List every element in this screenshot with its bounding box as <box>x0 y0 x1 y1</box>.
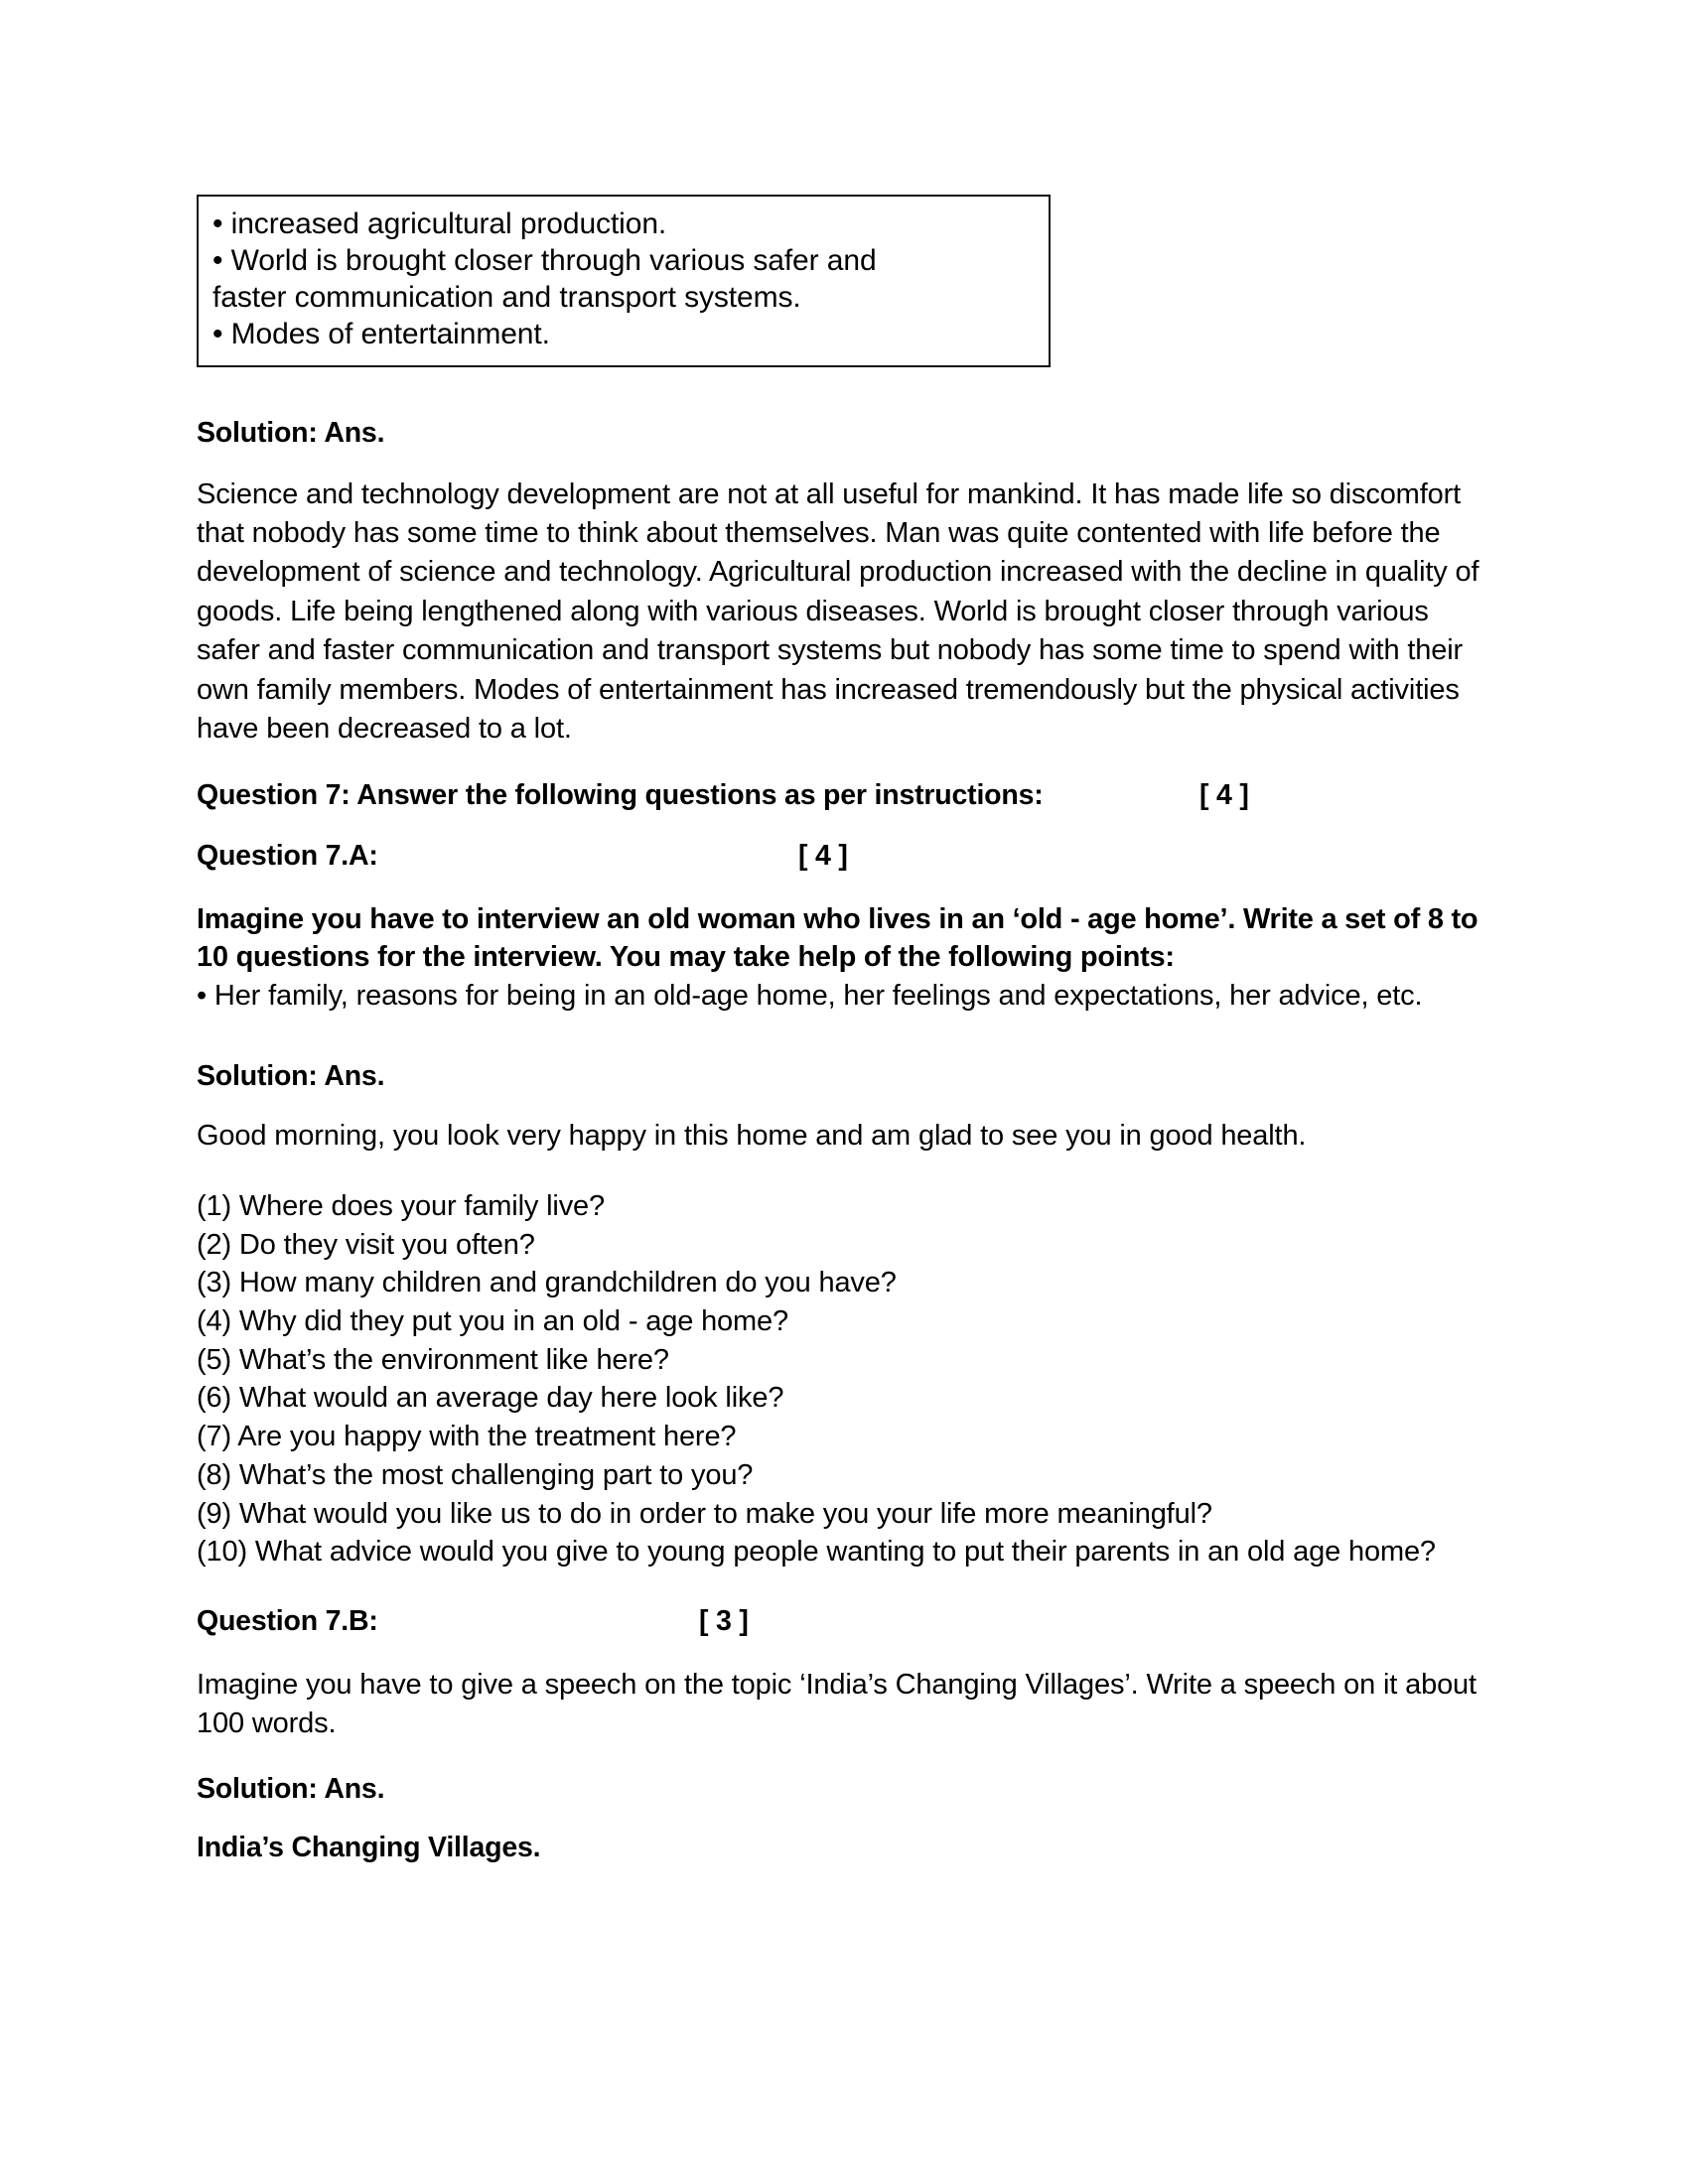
list-item: (10) What advice would you give to young people wanting to put their parents in an old age home? <box>197 1536 1436 1569</box>
question-7a-heading-text: Question 7.A: <box>197 839 378 872</box>
answer-paragraph: Science and technology development are not at all useful for mankind. It has made life so discomfort that nobody has some time to think about themselves. Man was quite contented with life before the development of science and technology. Agricultural production increased with the decline in quality of goods. Life being lengthened along with various diseases. World is brought closer through various safer and faster communication and transport systems but nobody has some time to spend with their own family members. Modes of entertainment has increased tremendously but the physical activities have been decreased to a lot. <box>197 478 1479 746</box>
question-7-marks: [ 4 ] <box>1199 778 1249 811</box>
question-7b-instruction: Imagine you have to give a speech on the topic ‘India’s Changing Villages’. Write a speech on it about 100 words. <box>197 1668 1477 1739</box>
solution-heading-3: Solution: Ans. <box>197 1772 385 1805</box>
hint-box-line-3: faster communication and transport systems. <box>212 280 801 314</box>
list-item: (4) Why did they put you in an old - age home? <box>197 1304 788 1337</box>
hint-box-line-1: • increased agricultural production. <box>212 207 667 240</box>
hint-box-line-2: • World is brought closer through various safer and <box>212 243 877 277</box>
solution-heading-1: Solution: Ans. <box>197 416 385 449</box>
list-item: (6) What would an average day here look like? <box>197 1382 784 1415</box>
interview-greeting: Good morning, you look very happy in this home and am glad to see you in good health. <box>197 1120 1307 1153</box>
list-item: (9) What would you like us to do in order to make you your life more meaningful? <box>197 1497 1212 1530</box>
list-item: (3) How many children and grandchildren do you have? <box>197 1267 897 1299</box>
list-item: (5) What’s the environment like here? <box>197 1343 669 1376</box>
question-7b-heading-text: Question 7.B: <box>197 1604 378 1637</box>
question-7a-marks: [ 4 ] <box>798 839 848 872</box>
solution-heading-2: Solution: Ans. <box>197 1060 385 1093</box>
speech-title: India’s Changing Villages. <box>197 1831 541 1863</box>
interview-question-list <box>197 1187 1507 1571</box>
list-item: (1) Where does your family live? <box>197 1189 606 1222</box>
list-item: (7) Are you happy with the treatment here? <box>197 1421 737 1453</box>
list-item: (8) What’s the most challenging part to you? <box>197 1458 754 1491</box>
question-7-heading-text: Question 7: Answer the following questions as per instructions: <box>197 778 1044 811</box>
hint-box <box>197 195 1051 367</box>
question-7a-instruction: Imagine you have to interview an old woman who lives in an ‘old - age home’. Write a set of 8 to 10 questions for the interview. You may take help of the following points: <box>197 902 1478 974</box>
question-7a-bullet: • Her family, reasons for being in an old-age home, her feelings and expectations, her advice, etc. <box>197 979 1423 1012</box>
question-7a-heading <box>197 840 1507 873</box>
question-7b-marks: [ 3 ] <box>699 1604 749 1637</box>
list-item: (2) Do they visit you often? <box>197 1228 535 1261</box>
hint-box-line-4: • Modes of entertainment. <box>212 317 550 350</box>
page-content <box>197 195 1507 1890</box>
question-7b-heading <box>197 1605 1507 1638</box>
question-7-heading <box>197 779 1507 812</box>
